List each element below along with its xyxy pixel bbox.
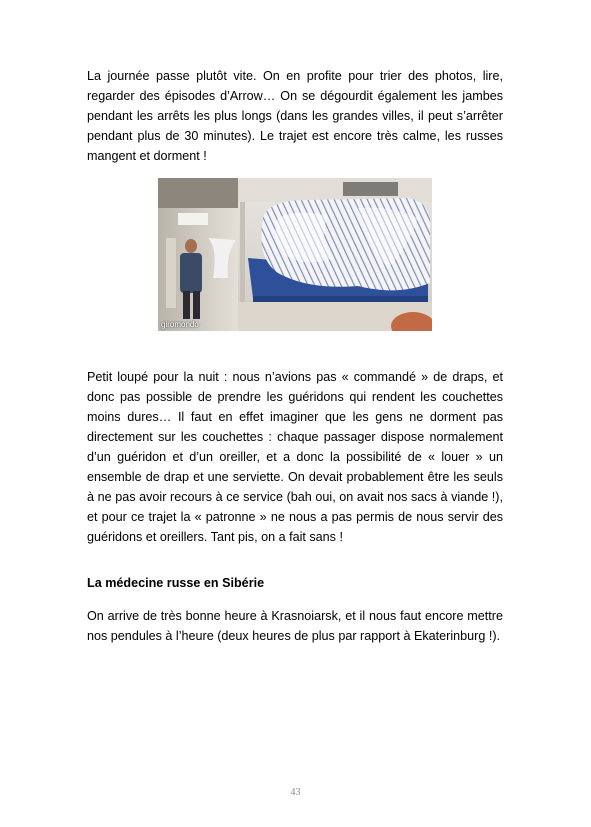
train-couchette-photo <box>158 178 432 331</box>
page-number: 43 <box>290 787 301 798</box>
paragraph-night-sheets: Petit loupé pour la nuit : nous n’avions pas « commandé » de draps, et donc pas possible de prendre les guéridons qui rendent les couchettes moins dures… Il faut en effet imaginer que les gens ne dorment pas directement sur les couchettes : chaque passager dispose normalement d’un guéridon et d’un oreiller, et a donc la possibilité de « louer » un ensemble de drap et une serviette. On devait probablement être les seuls à ne pas avoir recours à ce service (bah oui, on avait nos sacs à viande !), et pour ce trajet la « patronne » ne nous a pas permis de nous servir des guéridons et oreillers. Tant pis, on a fait sans ! <box>87 370 503 544</box>
paragraph-krasnoiarsk-arrival: On arrive de très bonne heure à Krasnoiarsk, et il nous faut encore mettre nos pendules à l’heure (deux heures de plus par rapport à Ekaterinburg !). <box>87 609 503 643</box>
photo-credit-watermark: giromondo <box>161 320 199 329</box>
paragraph-train-day: La journée passe plutôt vite. On en profite pour trier des photos, lire, regarder des épisodes d’Arrow… On se dégourdit également les jambes pendant les arrêts les plus longs (dans les grandes villes, il peut s’arrêter pendant plus de 30 minutes). Le trajet est encore très calme, les russes mangent et dorment ! <box>87 69 503 163</box>
section-heading: La médecine russe en Sibérie <box>87 576 265 590</box>
photo-illustration <box>158 178 432 331</box>
